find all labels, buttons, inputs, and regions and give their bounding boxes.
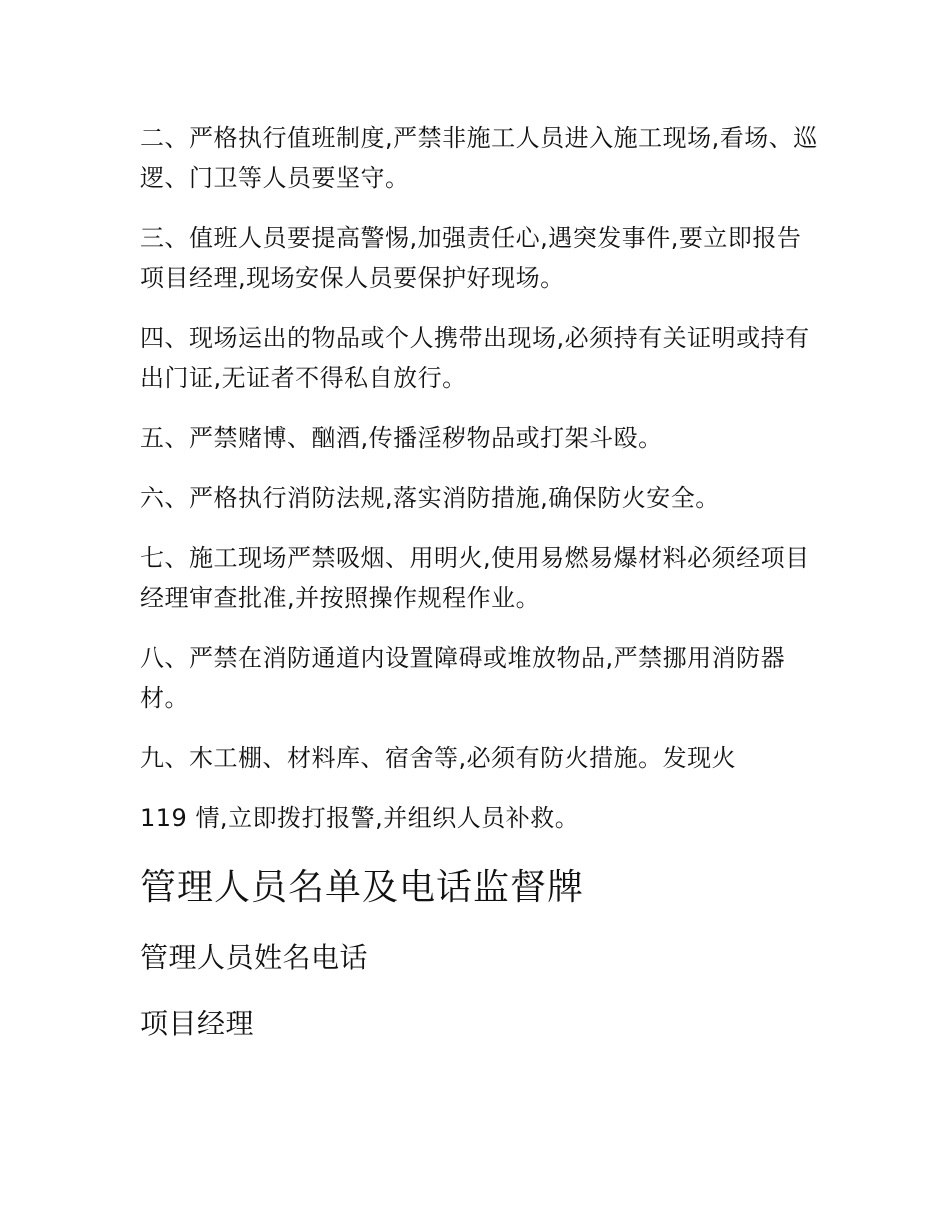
role-label: 项目经理 <box>140 1007 255 1040</box>
rule-item-3: 三、值班人员要提高警惕,加强责任心,遇突发事件,要立即报告项目经理,现场安保人员要保护好现场。 <box>140 224 802 292</box>
rule-item-5: 五、严禁赌博、酗酒,传播淫秽物品或打架斗殴。 <box>140 424 663 452</box>
table-header: 管理人员姓名电话 <box>140 941 369 974</box>
rule-item-8: 八、严禁在消防通道内设置障碍或堆放物品,严禁挪用消防器材。 <box>140 644 786 712</box>
rule-item-6: 六、严格执行消防法规,落实消防措施,确保防火安全。 <box>140 484 720 512</box>
rule-item-4: 四、现场运出的物品或个人携带出现场,必须持有关证明或持有出门证,无证者不得私自放行。 <box>140 324 810 392</box>
document-page <box>140 118 820 1046</box>
rule-item-9: 九、木工棚、材料库、宿舍等,必须有防火措施。发现火 <box>140 744 737 772</box>
section-heading: 管理人员名单及电话监督牌 <box>140 867 585 908</box>
rule-item-9-continued: 119 情,立即拨打报警,并组织人员补救。 <box>140 804 580 832</box>
rule-item-2: 二、严格执行值班制度,严禁非施工人员进入施工现场,看场、巡逻、门卫等人员要坚守。 <box>140 124 818 192</box>
rule-item-7: 七、施工现场严禁吸烟、用明火,使用易燃易爆材料必须经项目经理审查批准,并按照操作规程作业。 <box>140 544 810 612</box>
